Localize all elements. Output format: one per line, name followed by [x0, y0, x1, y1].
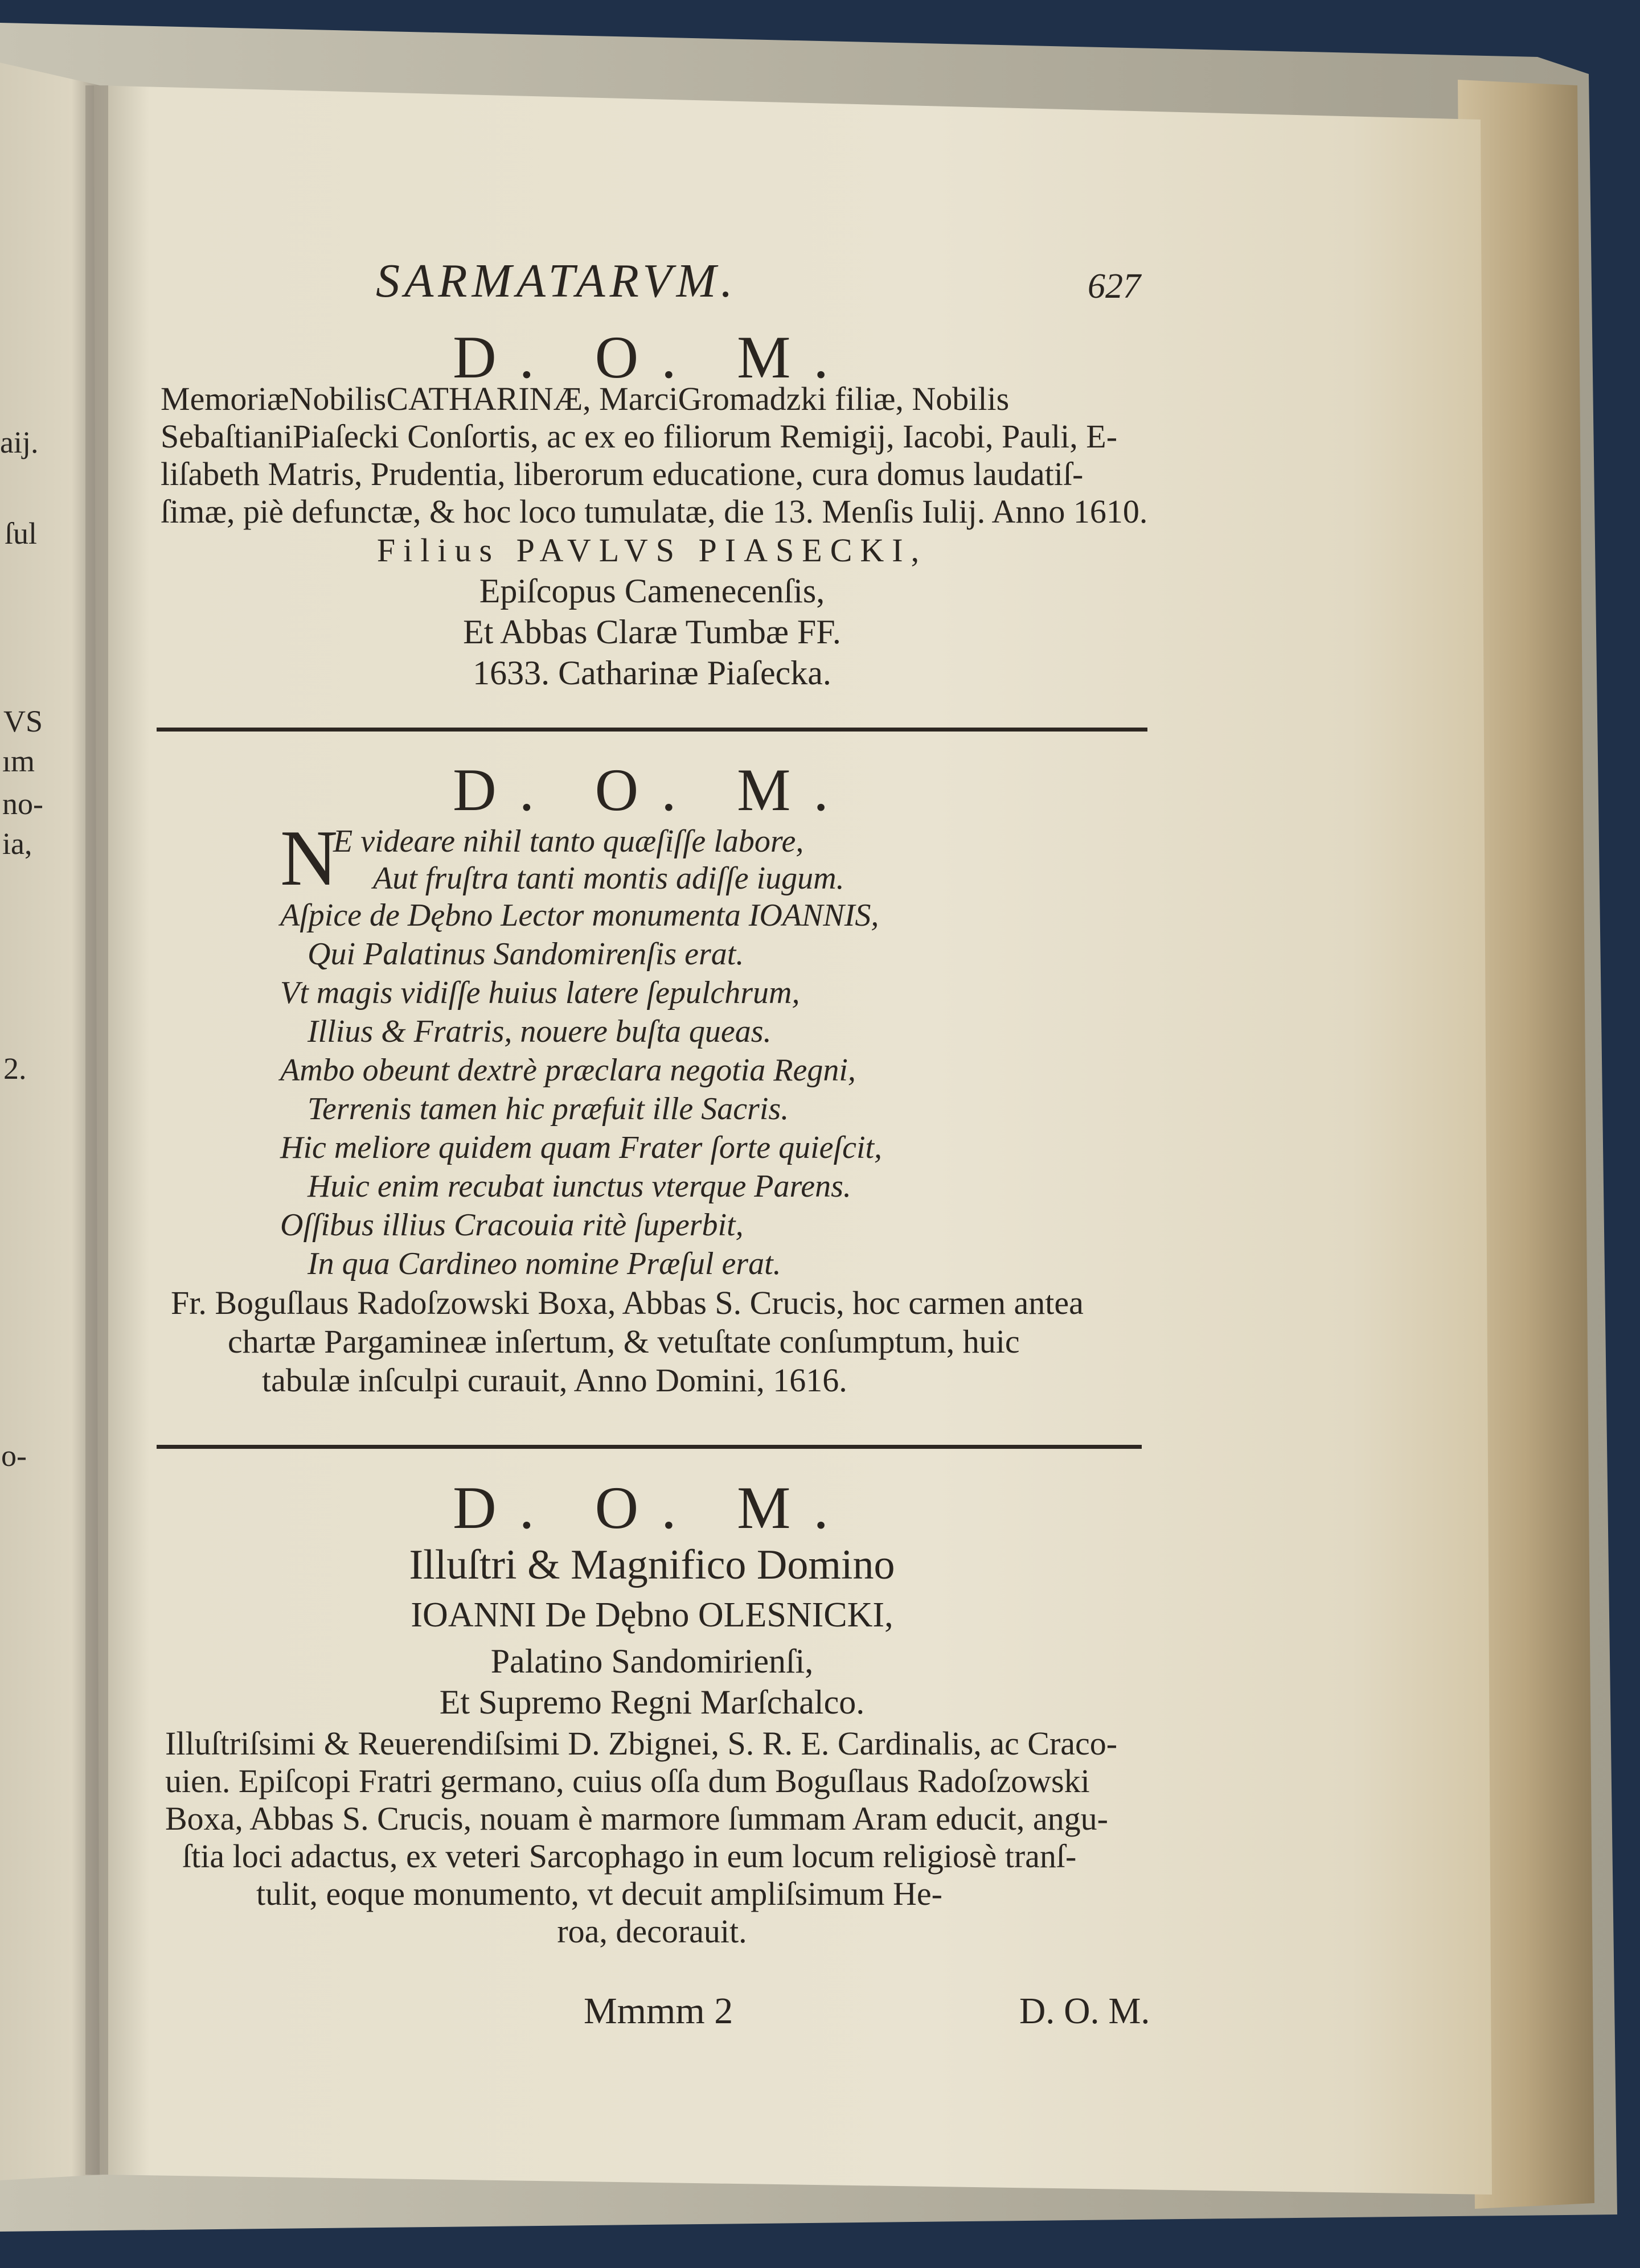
section3-body-line: Illuſtriſsimi & Reuerendiſsimi D. Zbignei, S. R. E. Cardinalis, ac Craco-	[165, 1725, 1118, 1762]
section2-note-line: tabulæ inſculpi curauit, Anno Domini, 1616.	[262, 1362, 847, 1399]
section1-line: SebaſtianiPiaſecki Conſortis, ac ex eo filiorum Remigij, Iacobi, Pauli, E-	[161, 418, 1118, 455]
verse-line: Ambo obeunt dextrè præclara negotia Regni,	[280, 1053, 856, 1088]
catchword: D. O. M.	[1019, 1990, 1150, 2032]
section1-line: MemoriæNobilisCATHARINÆ, MarciGromadzki filiæ, Nobilis	[161, 380, 1010, 417]
section3-heading: D. O. M.	[453, 1474, 851, 1541]
verse-line: Qui Palatinus Sandomirenſis erat.	[308, 936, 744, 972]
margin-fragment: 2.	[3, 1051, 27, 1086]
section-divider	[157, 728, 1147, 732]
margin-fragment: ia,	[2, 827, 32, 861]
section1-center-line: Et Abbas Claræ Tumbæ FF.	[463, 613, 841, 651]
dedication-line: Illuſtri & Magnifico Domino	[409, 1542, 895, 1588]
section3-body-line: uien. Epiſcopi Fratri germano, cuius oſſa dum Boguſlaus Radoſzowski	[165, 1762, 1090, 1799]
verse-line: Aſpice de Dębno Lector monumenta IOANNIS,	[280, 898, 879, 933]
section3-body-line: ſtia loci adactus, ex veteri Sarcophago in eum locum religiosè tranſ-	[182, 1838, 1077, 1875]
verse-line: Vt magis vidiſſe huius latere ſepulchrum,	[280, 975, 800, 1010]
verse-line: In qua Cardineo nomine Præſul erat.	[308, 1246, 781, 1281]
verse-line: Illius & Fratris, nouere buſta queas.	[308, 1014, 772, 1049]
margin-fragment: o-	[1, 1439, 27, 1473]
verse-line: Aut fruſtra tanti montis adiſſe iugum.	[373, 861, 844, 896]
margin-fragment: VS	[3, 704, 43, 738]
running-title: SARMATARVM.	[376, 254, 737, 307]
verse-line: Terrenis tamen hic præfuit ille Sacris.	[308, 1091, 789, 1127]
signature-mark: Mmmm 2	[584, 1990, 733, 2032]
drop-cap: N	[280, 814, 338, 902]
section2-heading: D. O. M.	[453, 757, 851, 823]
dedication-line: Palatino Sandomirienſi,	[490, 1642, 814, 1680]
section2-note-line: chartæ Pargamineæ inſertum, & vetuſtate conſumptum, huic	[228, 1323, 1020, 1360]
section1-line: ſimæ, piè defunctæ, & hoc loco tumulatæ, die 13. Menſis Iulij. Anno 1610.	[161, 493, 1148, 530]
verse-line: Huic enim recubat iunctus vterque Parens.	[308, 1169, 851, 1204]
section3-body-line: tulit, eoque monumento, vt decuit ampliſsimum He-	[256, 1875, 942, 1912]
page-number: 627	[1088, 267, 1141, 306]
margin-fragment: aij.	[0, 425, 39, 459]
verse-line: E videare nihil tanto quæſiſſe labore,	[333, 824, 804, 859]
section1-center-line: Filius PAVLVS PIASECKI,	[376, 532, 928, 569]
margin-fragment: ſul	[5, 516, 38, 550]
verse-line: Oſſibus illius Cracouia ritè ſuperbit,	[280, 1207, 744, 1243]
margin-fragment: ım	[2, 744, 35, 778]
section-divider	[157, 1445, 1142, 1449]
margin-fragment: no-	[2, 787, 43, 821]
verse-line: Hic meliore quidem quam Frater ſorte quieſcit,	[280, 1130, 883, 1165]
section1-line: liſabeth Matris, Prudentia, liberorum educatione, cura domus laudatiſ-	[161, 455, 1084, 492]
section3-body-line: roa, decorauit.	[557, 1913, 747, 1950]
section3-body-line: Boxa, Abbas S. Crucis, nouam è marmore ſummam Aram educit, angu-	[165, 1800, 1108, 1837]
section1-center-line: Epiſcopus Camenecenſis,	[479, 572, 825, 610]
dedication-line: IOANNI De Dębno OLESNICKI,	[411, 1596, 893, 1634]
dedication-line: Et Supremo Regni Marſchalco.	[439, 1683, 865, 1721]
section1-heading: D. O. M.	[453, 324, 851, 391]
section2-note-line: Fr. Boguſlaus Radoſzowski Boxa, Abbas S. Crucis, hoc carmen antea	[171, 1284, 1084, 1321]
section1-center-line: 1633. Catharinæ Piaſecka.	[473, 654, 831, 692]
